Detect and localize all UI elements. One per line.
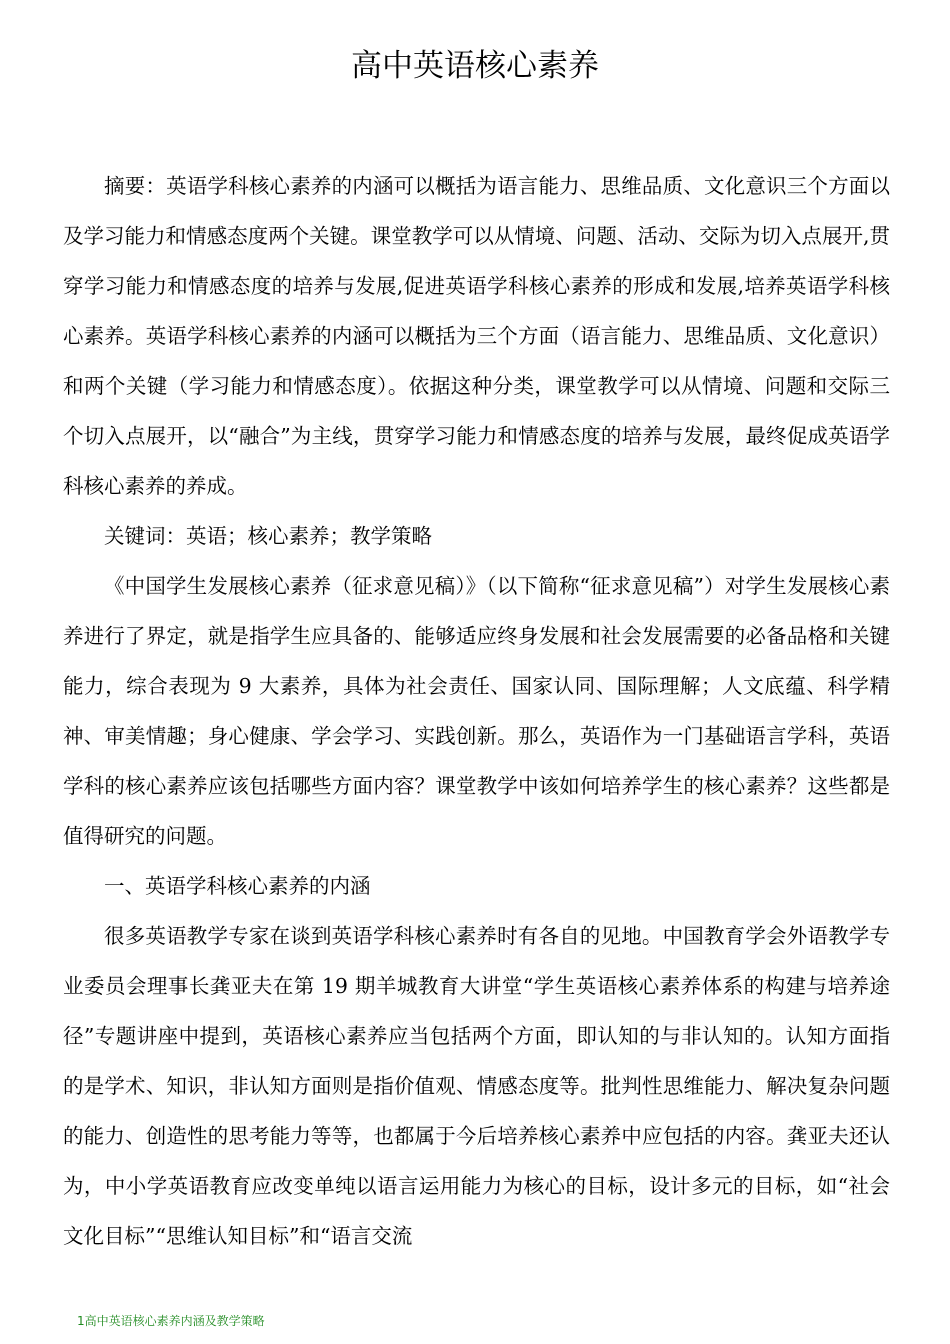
keywords-paragraph: 关键词：英语；核心素养；教学策略 (104, 524, 432, 548)
intro-paragraph: 《中国学生发展核心素养（征求意见稿）》（以下简称“征求意见稿”）对学生发展核心素养进行了界定，就是指学生应具备的、能够适应终身发展和社会发展需要的必备品格和关键能力，综合表现为 9 大素养，具体为社会责任、国家认同、国际理解；人文底蕴、科学精神、审美情趣；身心健康、学会学习、实践创新。那么，英语作为一门基础语言学科，英语学科的核心素养应该包括哪些方面内容？课堂教学中该如何培养学生的核心素养？这些都是值得研究的问题。 (63, 574, 890, 848)
abstract-paragraph: 摘要：英语学科核心素养的内涵可以概括为语言能力、思维品质、文化意识三个方面以及学习能力和情感态度两个关键。课堂教学可以从情境、问题、活动、交际为切入点展开,贯穿学习能力和情感态度的培养与发展,促进英语学科核心素养的形成和发展,培养英语学科核心素养。英语学科核心素养的内涵可以概括为三个方面（语言能力、思维品质、文化意识）和两个关键（学习能力和情感态度）。依据这种分类，课堂教学可以从情境、问题和交际三个切入点展开，以“融合”为主线，贯穿学习能力和情感态度的培养与发展，最终促成英语学科核心素养的养成。 (63, 174, 890, 498)
document-body (63, 161, 890, 1261)
section-heading: 一、英语学科核心素养的内涵 (104, 874, 371, 898)
document-title: 高中英语核心素养 (351, 48, 599, 84)
page-footer: 1高中英语核心素养内涵及教学策略 (77, 1314, 265, 1328)
section-paragraph: 很多英语教学专家在谈到英语学科核心素养时有各自的见地。中国教育学会外语教学专业委员会理事长龚亚夫在第 19 期羊城教育大讲堂“学生英语核心素养体系的构建与培养途径”专题讲座中提到，英语核心素养应当包括两个方面，即认知的与非认知的。认知方面指的是学术、知识，非认知方面则是指价值观、情感态度等。批判性思维能力、解决复杂问题的能力、创造性的思考能力等等，也都属于今后培养核心素养中应包括的内容。龚亚夫还认为，中小学英语教育应改变单纯以语言运用能力为核心的目标，设计多元的目标，如“社会文化目标”“思维认知目标”和“语言交流 (63, 924, 890, 1248)
